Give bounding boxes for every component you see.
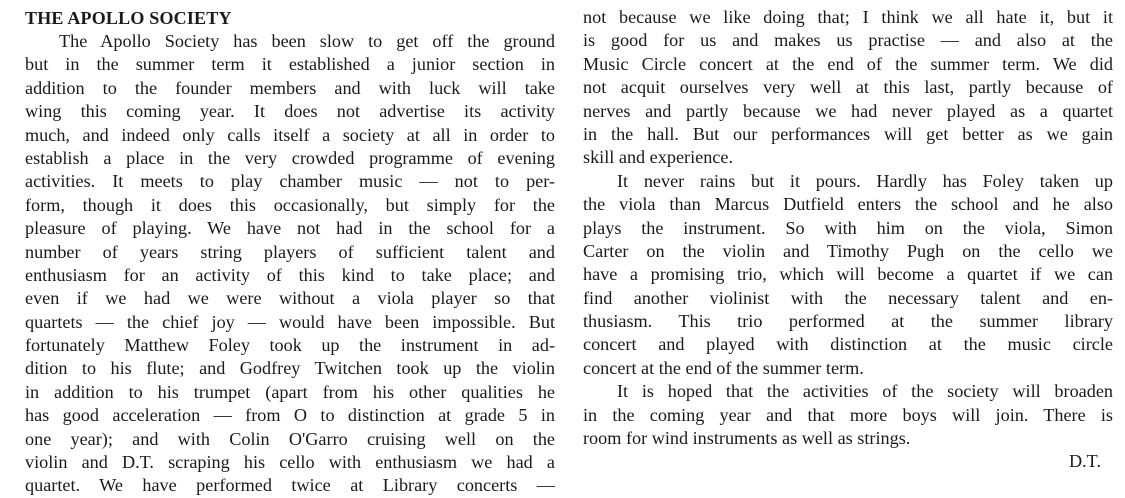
text-line: but in the summer term it established a junior section in	[25, 54, 555, 75]
text-line: even if we had we were without a viola player so that	[25, 288, 555, 309]
text-line: in the coming year and that more boys will join. There is	[583, 404, 1113, 425]
text-line: establish a place in the very crowded programme of evening	[25, 147, 555, 168]
text-line: enthusiasm for an activity of this kind to take place; and	[25, 264, 555, 285]
text-line: Music Circle concert at the end of the summer term. We did	[583, 53, 1113, 74]
text-line: room for wind instruments as well as strings.	[583, 428, 911, 449]
text-line: number of years string players of sufficient talent and	[25, 241, 555, 262]
text-line: It is hoped that the activities of the society will broaden	[617, 381, 1113, 402]
article-title: THE APOLLO SOCIETY	[25, 8, 232, 28]
text-line: activities. It meets to play chamber music — not to per-	[25, 171, 555, 192]
text-line: in the hall. But our performances will get better as we gain	[583, 123, 1113, 144]
text-line: thusiasm. This trio performed at the summer library	[583, 311, 1113, 332]
right-column	[583, 6, 1113, 474]
text-line: concert at the end of the summer term.	[583, 357, 864, 378]
text-line: one year); and with Colin O'Garro cruising well on the	[25, 428, 555, 449]
text-line: quartets — the chief joy — would have been impossible. But	[25, 311, 555, 332]
text-line: dition to his flute; and Godfrey Twitchen took up the violin	[25, 358, 555, 379]
text-line: quartet. We have performed twice at Library concerts —	[25, 475, 555, 496]
text-line: is good for us and makes us practise — and also at the	[583, 30, 1113, 51]
text-line: not because we like doing that; I think we all hate it, but it	[583, 7, 1113, 27]
left-column	[25, 6, 555, 498]
text-line: much, and indeed only calls itself a society at all in order to	[25, 124, 555, 145]
text-line: has good acceleration — from O to distinction at grade 5 in	[25, 405, 555, 426]
text-line: The Apollo Society has been slow to get off the ground	[59, 31, 555, 51]
text-line: wing this coming year. It does not advertise its activity	[25, 101, 555, 122]
text-line: skill and experience.	[583, 147, 733, 168]
text-line: violin and D.T. scraping his cello with enthusiasm we had a	[25, 452, 555, 473]
text-line: find another violinist with the necessary talent and en-	[583, 287, 1113, 308]
text-line: have a promising trio, which will become a quartet if we can	[583, 264, 1113, 285]
text-line: the viola than Marcus Dutfield enters the school and he also	[583, 194, 1113, 215]
text-line: Carter on the violin and Timothy Pugh on the cello we	[583, 240, 1113, 261]
text-line: concert and played with distinction at the music circle	[583, 334, 1113, 355]
text-line: in addition to his trumpet (apart from his other qualities he	[25, 381, 555, 402]
text-line: addition to the founder members and with luck will take	[25, 77, 555, 98]
text-line: form, though it does this occasionally, but simply for the	[25, 194, 555, 215]
author-signature: D.T.	[1069, 451, 1101, 472]
text-line: fortunately Matthew Foley took up the instrument in ad-	[25, 335, 555, 356]
text-line: It never rains but it pours. Hardly has Foley taken up	[617, 170, 1113, 191]
text-line: pleasure of playing. We have not had in the school for a	[25, 218, 555, 239]
text-line: nerves and partly because we had never played as a quartet	[583, 100, 1113, 121]
text-line: plays the instrument. So with him on the viola, Simon	[583, 217, 1113, 238]
text-line: not acquit ourselves very well at this last, partly because of	[583, 77, 1113, 98]
